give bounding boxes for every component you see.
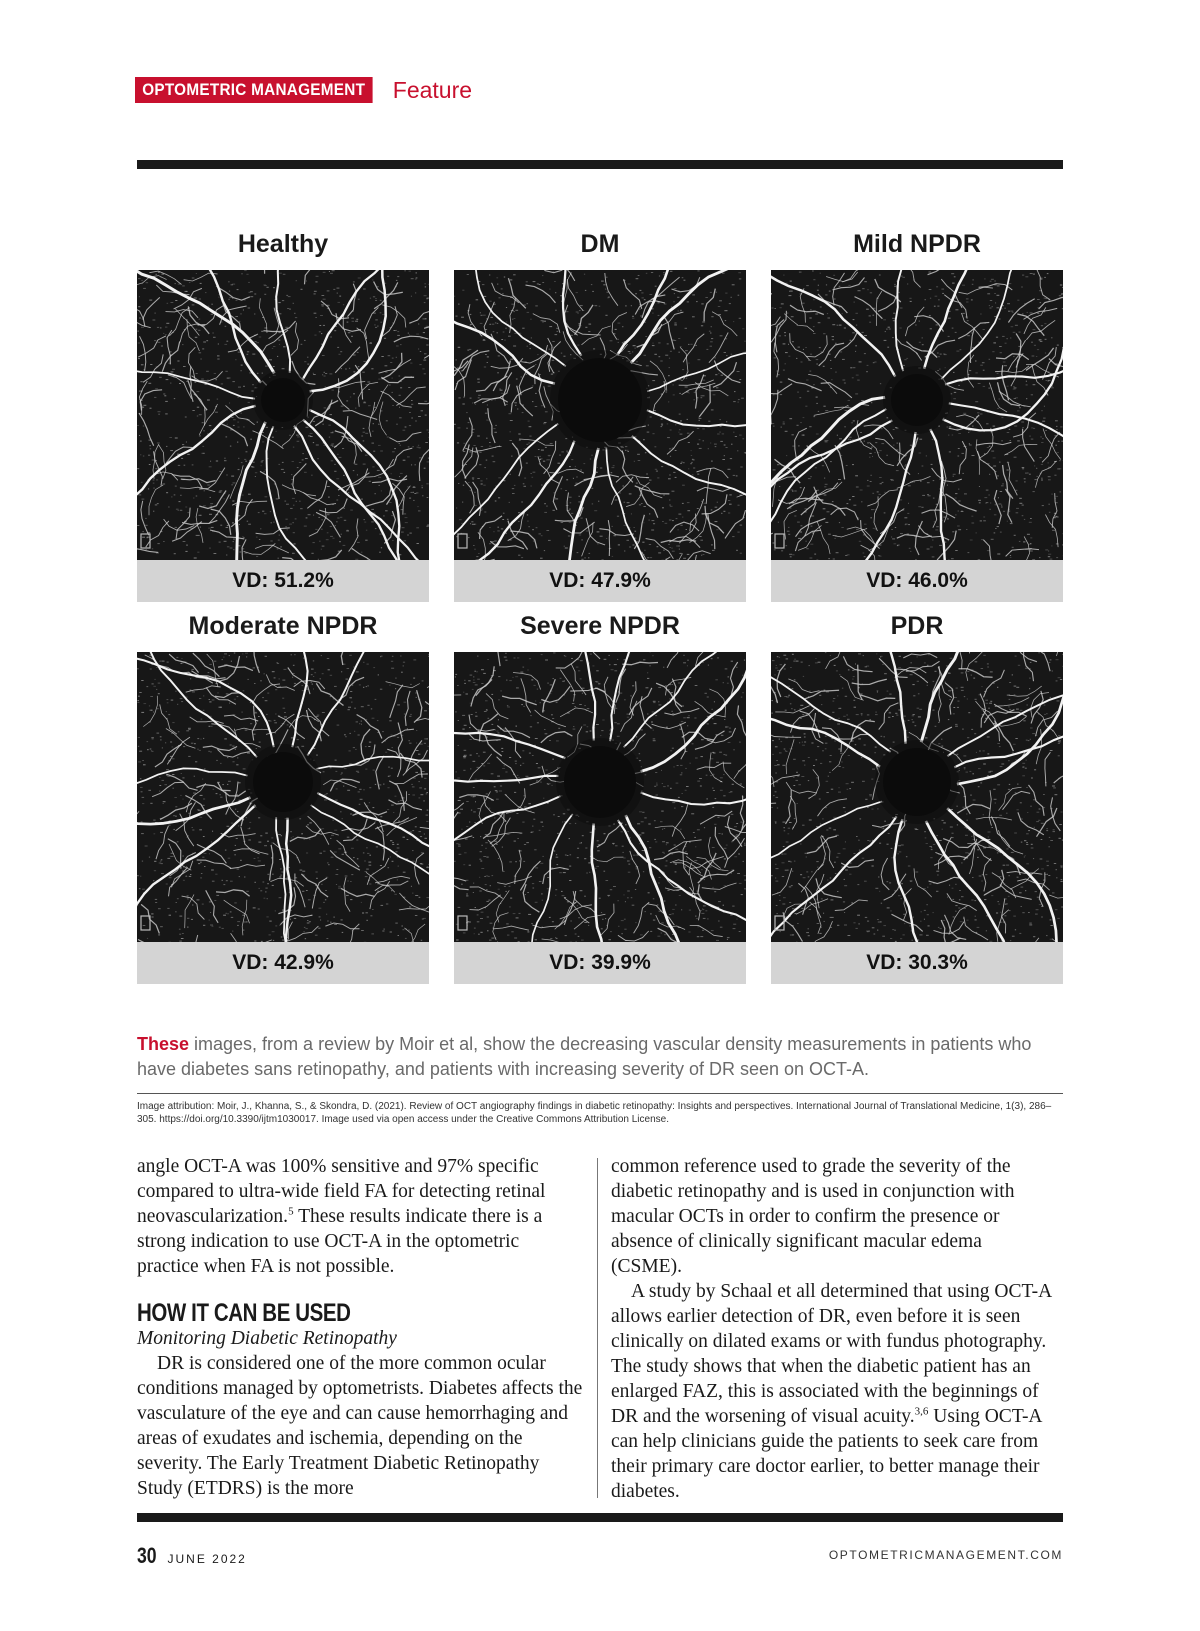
column-divider (597, 1158, 598, 1498)
body-paragraph (611, 1279, 1057, 1504)
text-run: angle OCT-A was 100% sensitive and 97% specific compared to ultra-wide field FA for detecting retinal neovascularization. (137, 1156, 546, 1227)
panel-title: Severe NPDR (520, 612, 680, 640)
text-run: These results indicate there is a strong indication to use OCT-A in the optometric practice when FA is not possible. (137, 1206, 543, 1277)
oct-image (454, 270, 746, 560)
oct-figure (137, 230, 1063, 1020)
panel-title: Mild NPDR (853, 230, 981, 258)
figure-caption (137, 1032, 1063, 1082)
image-attribution: Image attribution: Moir, J., Khanna, S., & Skondra, D. (2021). Review of OCT angiography findings in diabetic retinopathy: Insights and perspectives. International Journal of Translational Medicine, 1(3), 286–305. https://doi.org/10.3390/ijtm1030017. Image used via open access under the Creative Commons Attribution License. (137, 1101, 1052, 1125)
caption-lead: These (137, 1034, 190, 1054)
body-paragraph: DR is considered one of the more common ocular conditions managed by optometrists. Diabetes affects the vasculature of the eye and can cause hemorrhaging and areas of exudates and ischemia, depending on the severity. The Early Treatment Diabetic Retinopathy Study (ETDRS) is the more (137, 1353, 583, 1499)
vd-label: VD: 46.0% (771, 560, 1063, 602)
vd-label: VD: 30.3% (771, 942, 1063, 984)
body-paragraph: common reference used to grade the severity of the diabetic retinopathy and is used in conjunction with macular OCTs in order to confirm the presence or absence of clinically significant macular edema (CSME). (611, 1156, 1015, 1277)
top-rule (137, 160, 1063, 169)
oct-image (137, 270, 429, 560)
footer-website: OPTOMETRICMANAGEMENT.COM (828, 1548, 1063, 1562)
section-label: Feature (392, 76, 473, 103)
panel-title: DM (580, 230, 620, 258)
oct-image (771, 652, 1063, 942)
issue-date: JUNE 2022 (167, 1552, 247, 1566)
panel-title: Moderate NPDR (188, 612, 378, 640)
running-header (135, 76, 472, 104)
panel-title: PDR (890, 612, 944, 640)
text-run: Using OCT-A can help clinicians guide the patients to seek care from their primary care doctor earlier, to better manage their diabetes. (611, 1406, 1042, 1502)
magazine-brand: OPTOMETRIC MANAGEMENT (135, 77, 372, 103)
attribution-rule (137, 1093, 1063, 1094)
footnote-ref: 5 (288, 1205, 294, 1218)
body-paragraph (137, 1154, 583, 1279)
vd-label: VD: 47.9% (454, 560, 746, 602)
section-heading: HOW IT CAN BE USED (137, 1299, 351, 1327)
footer-folio (137, 1543, 247, 1569)
caption-text: images, from a review by Moir et al, show the decreasing vascular density measurements in patients who have diabetes sans retinopathy, and patients with increasing severity of DR seen on OCT-A. (137, 1034, 1032, 1079)
text-run: A study by Schaal et all determined that using OCT-A allows earlier detection of DR, even before it is seen clinically on dilated exams or with fundus photography. The study shows that when the diabetic patient has an enlarged FAZ, this is associated with the beginnings of DR and the worsening of visual acuity. (611, 1281, 1052, 1427)
vd-label: VD: 42.9% (137, 942, 429, 984)
panel-title: Healthy (237, 230, 329, 258)
oct-image (771, 270, 1063, 560)
subheading: Monitoring Diabetic Retinopathy (137, 1328, 397, 1349)
footnote-ref: 3,6 (914, 1405, 929, 1418)
oct-image (137, 652, 429, 942)
body-column-right (611, 1154, 1057, 1504)
vd-label: VD: 39.9% (454, 942, 746, 984)
page-number: 30 (137, 1543, 157, 1568)
oct-image (454, 652, 746, 942)
body-column-left (137, 1154, 583, 1501)
vd-label: VD: 51.2% (137, 560, 429, 602)
bottom-rule (137, 1513, 1063, 1522)
